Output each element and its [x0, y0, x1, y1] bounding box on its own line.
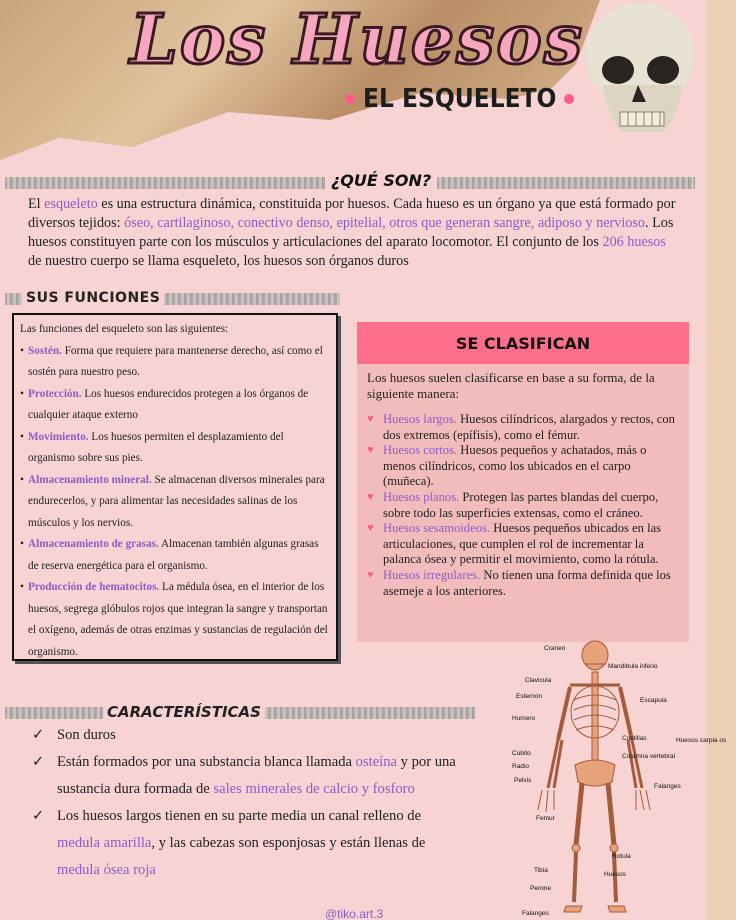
funcion-text: Los huesos permiten el desplazamiento del organismo sobre sus pies. [28, 430, 284, 464]
label-clavicula: Clavicula [525, 677, 552, 684]
page-title: Los Huesos [130, 0, 584, 80]
funcion-item [20, 577, 330, 663]
label-falanges-pie: Falanges [522, 910, 549, 917]
clasificacion-item [367, 489, 677, 521]
caracteristicas-list [32, 722, 462, 884]
caracteristica-text: medula ósea roja [57, 862, 156, 878]
funcion-text: La médula ósea, en el interior de los huesos, segrega glóbulos rojos que integran la sangre y transportan el oxígeno, además de otras enzimas y sustancias de regulación del organismo. [28, 581, 328, 658]
label-carpianos: Huesos carpia os [676, 737, 727, 744]
label-radio: Radio [512, 763, 529, 770]
heart-bullet-icon: ♥ [367, 490, 374, 503]
caracteristica-item [32, 803, 462, 884]
funcion-term: Protección. [28, 387, 82, 400]
heart-bullet-icon: ♥ [367, 522, 374, 535]
label-falanges-mano: Falanges [654, 783, 681, 790]
clasificacion-intro: Los huesos suelen clasificarse en base a su forma, de la siguiente manera: [367, 370, 655, 401]
clasificacion-item [367, 521, 677, 568]
checkmark-icon: ✓ [32, 727, 45, 743]
funcion-term: Sostén. [28, 344, 62, 357]
clasificacion-term: Huesos planos. [383, 489, 460, 504]
funcion-term: Almacenamiento mineral. [28, 473, 152, 486]
caracteristicas-list-container [32, 722, 462, 884]
caracteristica-text: Están formados por una substancia blanca llamada [57, 754, 356, 770]
label-cubito: Cubito [512, 750, 531, 757]
label-costillas: Costillas [622, 735, 647, 742]
clasificacion-term: Huesos largos. [383, 412, 457, 426]
heart-bullet-icon: ♥ [367, 444, 374, 457]
clasificacion-term: Huesos irregulares. [383, 567, 481, 582]
clasificacion-text: Huesos cilíndricos, alargados y rectos, con dos extremos (epífisis), como el fémur. [383, 412, 675, 442]
caracteristica-text: , y las cabezas son esponjosas y están llenas de [151, 835, 426, 851]
funcion-item [20, 534, 330, 577]
clasificacion-text: Huesos pequeños y achatados, más o menos cilíndricos, como los ubicados en el carpo (muñeca). [383, 443, 647, 489]
credit-text: @tiko.art.3 [325, 907, 384, 920]
clasificacion-list [357, 412, 689, 599]
funcion-item [20, 427, 330, 470]
funciones-box [12, 313, 338, 661]
checkmark-icon: ✓ [32, 808, 45, 824]
heart-bullet-icon: ♥ [367, 568, 374, 581]
funciones-heading: SUS FUNCIONES [22, 290, 164, 306]
label-escapula: Escapula [640, 697, 667, 704]
clasificacion-item [367, 443, 677, 490]
caracteristica-item [32, 749, 462, 803]
clasificacion-text: No tienen una forma definida que los asemeje a los anteriores. [383, 567, 671, 598]
label-perone: Perone [530, 885, 551, 892]
caracteristicas-heading: CARACTERÍSTICAS [103, 703, 265, 721]
caracteristica-text: sales minerales de calcio y fosforo [213, 781, 415, 797]
funcion-text: Forma que requiere para mantenerse derecho, así como el sostén para nuestro peso. [28, 344, 323, 378]
page-subtitle [345, 84, 574, 114]
skull-illustration [578, 0, 700, 140]
caracteristica-item [32, 722, 462, 749]
funciones-intro: Las funciones del esqueleto son las siguientes: [20, 323, 229, 335]
label-humero: Humero [512, 715, 536, 722]
label-columna: Columna vertebral [622, 753, 676, 760]
funcion-text: Se almacenan diversos minerales para endurecerlos, y para alimentar las necesidades salinas de los músculos y los nervios. [28, 473, 325, 529]
clasificacion-box [357, 322, 689, 642]
funcion-item [20, 470, 330, 535]
clasificacion-item [367, 412, 677, 443]
funcion-item [20, 341, 330, 384]
funcion-term: Movimiento. [28, 430, 89, 443]
label-femur: Femur [536, 815, 555, 822]
caracteristica-text: Los huesos largos tienen en su parte media un canal relleno de [57, 808, 422, 824]
funcion-text: Almacenan también algunas grasas de reserva energética para el organismo. [28, 538, 319, 572]
label-esternon: Esternon [516, 693, 543, 700]
caracteristica-text: y por una sustancia dura formada de [57, 754, 456, 797]
heart-bullet-icon: ♥ [367, 413, 374, 425]
label-pelvis: Pelvis [514, 777, 532, 784]
clasificacion-term: Huesos sesamoideos. [383, 521, 491, 536]
label-tibia: Tibia [534, 867, 548, 874]
subtitle-text: EL ESQUELETO [363, 84, 557, 114]
funciones-list [20, 341, 330, 664]
funcion-term: Almacenamiento de grasas. [28, 538, 159, 550]
label-craneo: Craneo [544, 645, 566, 652]
funcion-item [20, 384, 330, 427]
pink-dot-icon [345, 94, 355, 104]
clasificacion-text: Protegen las partes blandas del cuerpo, sobre todo las superficies extensas, como el cráneo. [383, 489, 659, 520]
pink-dot-icon [564, 94, 574, 104]
clasificacion-heading: SE CLASIFICAN [357, 322, 689, 364]
funcion-text: Los huesos endurecidos protegen a los órganos de cualquier ataque externo [28, 387, 309, 421]
label-mandibula: Mandibula inferio [608, 663, 658, 670]
checkmark-icon: ✓ [32, 754, 45, 770]
label-rotula: Rotula [612, 853, 631, 860]
intro-paragraph: El esqueleto es una estructura dinámica, constituida por huesos. Cada hueso es un órgano ya que está formado por diversos tejidos: óseo, cartilaginoso, conectivo denso, epitelial, otros que generan sangre, adiposo y nervioso. Los huesos constituyen parte con los músculos y articulaciones del aparato locomotor. El conjunto de los 206 huesos de nuestro cuerpo se llama esqueleto, los huesos son órganos duros [28, 196, 676, 269]
clasificacion-text: Huesos pequeños ubicados en las articulaciones, que cumplen el rol de incrementar la palanca ósea y permitir el movimiento, como la rótula. [383, 521, 662, 567]
skeleton-diagram [500, 640, 730, 920]
clasificacion-item [367, 567, 677, 599]
funcion-term: Producción de hematocitos. [28, 581, 160, 593]
que-son-heading: ¿QUÉ SON? [325, 171, 437, 190]
caracteristica-text: osteína [355, 754, 398, 770]
caracteristica-text: Son duros [57, 727, 116, 743]
label-huesos: Huesos [604, 871, 627, 878]
clasificacion-term: Huesos cortos. [383, 443, 458, 458]
caracteristica-text: medula amarilla [57, 835, 152, 851]
